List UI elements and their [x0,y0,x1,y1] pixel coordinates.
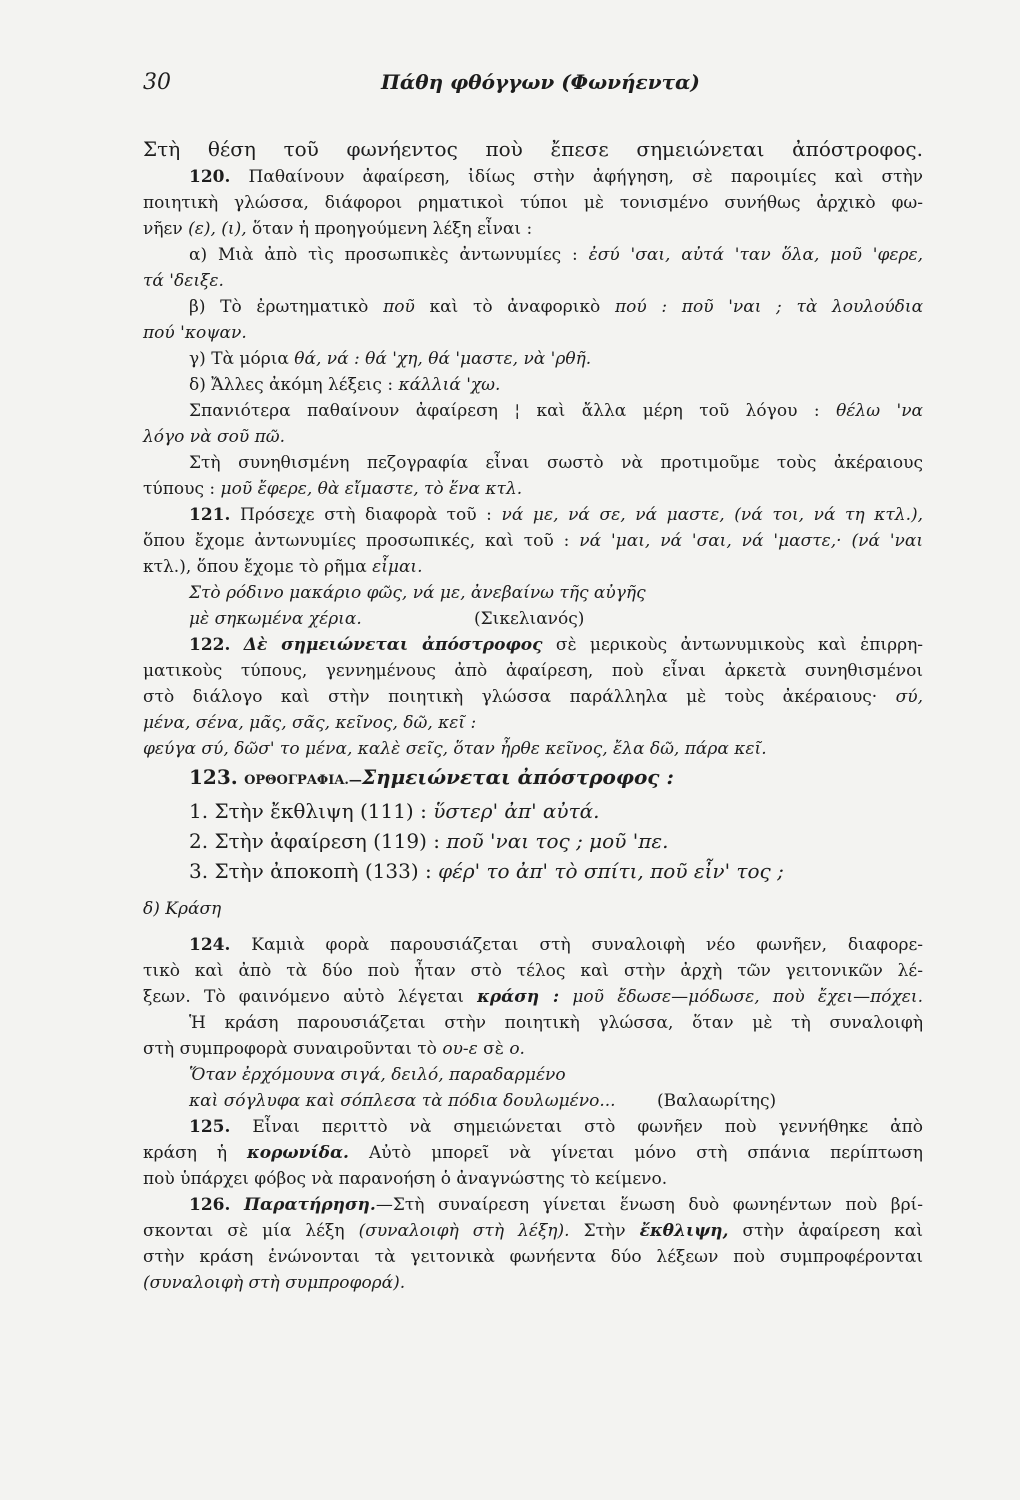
author-name: (Σικελιανός) [474,609,585,629]
text-line: (συναλοιφὴ στὴ συμπροφορά). [143,1273,406,1293]
text-line: 122. Δὲ σημειώνεται ἀπόστροφος σὲ μερικοὺς ἀντωνυμικοὺς καὶ ἐπιρρη- [189,635,923,655]
text-line: στὸ διάλογο καὶ στὴν ποιητικὴ γλώσσα παράλληλα μὲ τοὺς ἀκέραιους· σύ, [143,687,923,707]
paragraph-number: 126. [189,1195,231,1215]
list-item: 1. Στὴν ἔκθλιψη (111) : ὕστερ' ἀπ' αὐτά. [189,799,600,823]
paragraph-124 [143,932,923,1114]
page-body [143,134,923,1296]
list-item: 3. Στὴν ἀποκοπὴ (133) : φέρ' το ἀπ' τὸ σπίτι, ποῦ εἶν' τος ; [189,859,784,883]
text-line: μένα, σένα, μᾶς, σᾶς, κεῖνος, δῶ, κεῖ : [143,713,477,733]
text-line: 125. Εἶναι περιττὸ νὰ σημειώνεται στὸ φωνῆεν ποὺ γεννήθηκε ἀπὸ [189,1117,923,1137]
text-line: Στὴ θέση τοῦ φωνήεντος ποὺ ἔπεσε σημειώνεται ἀπόστροφος. [143,137,923,161]
text-line: 121. Πρόσεχε στὴ διαφορὰ τοῦ : νά με, νά σε, νά μαστε, (νά τοι, νά τη κτλ.), [189,505,924,525]
text-line: Σπανιότερα παθαίνουν ἀφαίρεση ¦ καὶ ἄλλα μέρη τοῦ λόγου : θέλω 'να [189,401,924,421]
verse-line: Στὸ ρόδινο μακάριο φῶς, νά με, ἀνεβαίνω τῆς αὐγῆς [189,583,646,603]
text-line: τικὸ καὶ ἀπὸ τὰ δύο ποὺ ἦταν στὸ τέλος καὶ στὴν ἀρχὴ τῶν γειτονικῶν λέ- [143,961,923,981]
text-line: λόγο νὰ σοῦ πῶ. [143,427,286,447]
text-line: κράση ἡ κορωνίδα. Αὐτὸ μπορεῖ νὰ γίνεται μόνο στὴ σπάνια περίπτωση [143,1143,923,1163]
text-line: α) Μιὰ ἀπὸ τὶς προσωπικὲς ἀντωνυμίες : ἐσύ 'σαι, αὐτά 'ταν ὅλα, μοῦ 'φερε, [189,245,923,265]
text-line: ματικοὺς τύπους, γεννημένους ἀπὸ ἀφαίρεση, ποὺ εἶναι ἀρκετὰ συνηθισμένοι [143,661,923,681]
text-line: β) Τὸ ἐρωτηματικὸ ποῦ καὶ τὸ ἀναφορικὸ πού : ποῦ 'ναι ; τὰ λουλούδια [189,297,924,317]
text-line: ποὺ ὑπάρχει φόβος νὰ παρανοήση ὁ ἀναγνώστης τὸ κείμενο. [143,1169,668,1189]
page-number: 30 [143,70,171,95]
text-line: τύπους : μοῦ ἔφερε, θὰ εἴμαστε, τὸ ἕνα κτλ. [143,479,523,499]
author-name: (Βαλαωρίτης) [657,1091,777,1111]
paragraph-number: 121. [189,505,231,525]
text-line: ὅπου ἔχομε ἀντωνυμίες προσωπικές, καὶ τοῦ : νά 'μαι, νά 'σαι, νά 'μαστε,· (νά 'ναι [143,531,923,551]
verse-line: Ὅταν ἐρχόμουνα σιγά, δειλό, παραδαρμένο [189,1065,566,1085]
list-item: 2. Στὴν ἀφαίρεση (119) : ποῦ 'ναι τος ; μοῦ 'πε. [189,829,669,853]
paragraph-122 [143,632,923,762]
page-header [143,70,923,104]
text-line: 120. Παθαίνουν ἀφαίρεση, ἰδίως στὴν ἀφήγηση, σὲ παροιμίες καὶ στὴν [189,167,923,187]
paragraph-number: 124. [189,935,231,955]
text-line: Ἡ κράση παρουσιάζεται στὴν ποιητικὴ γλώσσα, ὅταν μὲ τὴ συναλοιφὴ [189,1013,923,1033]
running-title: Πάθη φθόγγων (Φωνήεντα) [381,70,700,94]
text-line: φεύγα σύ, δῶσ' το μένα, καλὲ σεῖς, ὅταν ἦρθε κεῖνος, ἔλα δῶ, πάρα κεῖ. [143,739,767,759]
text-line: ξεων. Τὸ φαινόμενο αὐτὸ λέγεται κράση : μοῦ ἔδωσε—μόδωσε, ποὺ ἔχει—πόχει. [143,987,923,1007]
paragraph-123 [143,762,923,886]
text-line: δ) Ἄλλες ἀκόμη λέξεις : κάλλιά 'χω. [189,375,501,395]
text-line: 123. ΟΡΘΟΓΡΑΦΙΑ.—Σημειώνεται ἀπόστροφος : [189,765,674,789]
paragraph-121 [143,502,923,632]
text-line: κτλ.), ὅπου ἔχομε τὸ ρῆμα εἶμαι. [143,557,423,577]
text-line: ποιητικὴ γλώσσα, διάφοροι ρηματικοὶ τύποι μὲ τονισμένο συνήθως ἀρχικὸ φω- [143,193,923,213]
text-line: Στὴ συνηθισμένη πεζογραφία εἶναι σωστὸ νὰ προτιμοῦμε τοὺς ἀκέραιους [189,453,923,473]
section-heading: δ) Κράση [143,899,222,919]
text-line: στὴ συμπροφορὰ συναιροῦνται τὸ ου-ε σὲ ο. [143,1039,525,1059]
paragraph-126 [143,1192,923,1296]
paragraph-125 [143,1114,923,1192]
paragraph-number: 122. [189,635,231,655]
text-line: νῆεν (ε), (ι), ὅταν ἡ προηγούμενη λέξη εἶναι : [143,219,533,239]
verse-line: καὶ σόγλυφα καὶ σόπλεσα τὰ πόδια δουλωμένο... (Βαλαωρίτης) [189,1088,923,1114]
verse-line: μὲ σηκωμένα χέρια. (Σικελιανός) [189,606,923,632]
paragraph-number: 120. [189,167,231,187]
text-line: στὴν κράση ἑνώνονται τὰ γειτονικὰ φωνήεντα δύο λέξεων ποὺ συμπροφέρονται [143,1247,923,1267]
text-line: 124. Καμιὰ φορὰ παρουσιάζεται στὴ συναλοιφὴ νέο φωνῆεν, διαφορε- [189,935,923,955]
paragraph-number: 125. [189,1117,231,1137]
paragraph-120 [143,164,923,502]
text-line: γ) Τὰ μόρια θά, νά : θά 'χη, θά 'μαστε, νὰ 'ρθῆ. [189,349,592,369]
text-line: σκονται σὲ μία λέξη (συναλοιφὴ στὴ λέξη). Στὴν ἔκθλιψη, στὴν ἀφαίρεση καὶ [143,1221,924,1241]
text-line: πού 'κοψαν. [143,323,247,343]
text-line: τά 'δειξε. [143,271,224,291]
paragraph-number: 123. [189,765,238,789]
text-line: 126. Παρατήρηση.—Στὴ συναίρεση γίνεται ἕνωση δυὸ φωνηέντων ποὺ βρί- [189,1195,923,1215]
